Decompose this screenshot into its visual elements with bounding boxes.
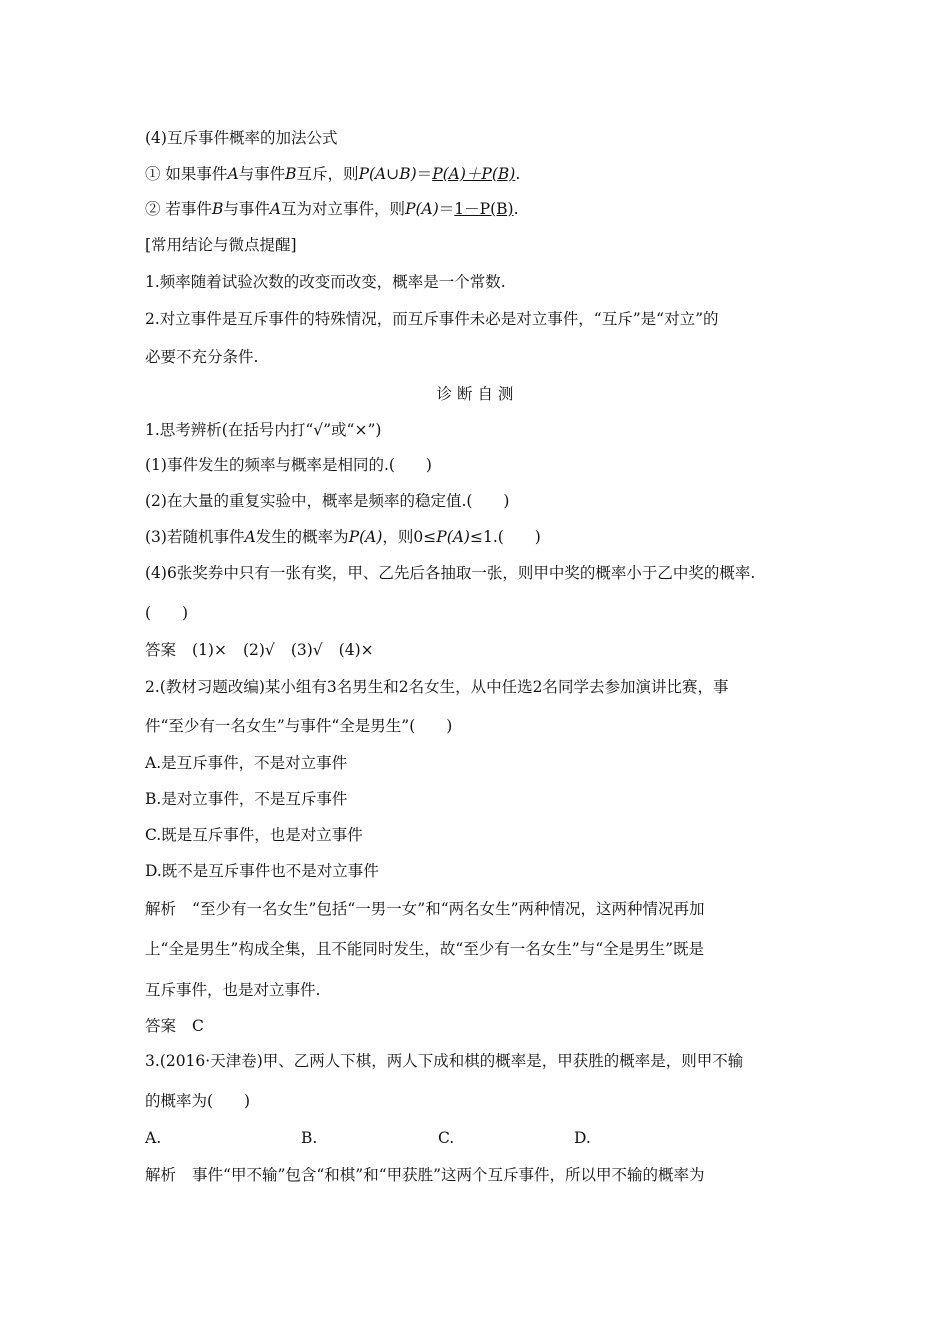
text: 与事件 <box>238 165 286 183</box>
formula-rhs-blank: P(A)＋P(B) <box>432 165 516 183</box>
formula-line-complementary <box>145 199 519 219</box>
question-3-stem-line-2: 的概率为( ) <box>145 1092 251 1110</box>
question-3-option-b: B. <box>301 1129 318 1147</box>
question-2-analysis-line-2: 上“全是男生”构成全集，且不能同时发生，故“至少有一名女生”与“全是男生”既是 <box>145 940 705 958</box>
text: ① 如果事件 <box>145 165 228 183</box>
text: 与事件 <box>223 200 270 218</box>
note-item-1: 1.频率随着试验次数的改变而改变，概率是一个常数. <box>145 273 506 291</box>
question-3-option-a: A. <box>145 1129 162 1147</box>
var-b: B <box>211 200 224 218</box>
answer-item: (1)× <box>192 641 227 659</box>
formula-line-mutually-exclusive <box>145 164 520 184</box>
question-3-option-d: D. <box>574 1129 591 1147</box>
question-1-statement-1: (1)事件发生的频率与概率是相同的.( ) <box>145 456 432 474</box>
answer-item: C <box>192 1017 204 1035</box>
answer-label: 答案 <box>145 1017 177 1035</box>
question-3-stem-line-1: 3.(2016·天津卷)甲、乙两人下棋，两人下成和棋的概率是，甲获胜的概率是，则甲不输 <box>145 1052 744 1070</box>
analysis-label: 解析 <box>145 900 177 918</box>
text: (3)若随机事件 <box>145 528 245 546</box>
question-2-option-d: D.既不是互斥事件也不是对立事件 <box>145 862 379 880</box>
formula-lhs: P(A) <box>405 200 439 218</box>
question-2-stem-line-2: 件“至少有一名女生”与事件“全是男生”( ) <box>145 717 453 735</box>
question-2-option-b: B.是对立事件，不是互斥事件 <box>145 790 348 808</box>
text: ≤1.( ) <box>469 528 541 546</box>
question-2-option-a: A.是互斥事件，不是对立事件 <box>145 754 348 772</box>
text: 互斥，则 <box>296 165 359 183</box>
analysis-text: 事件“甲不输”包含“和棋”和“甲获胜”这两个互斥事件，所以甲不输的概率为 <box>192 1166 705 1184</box>
text: 发生的概率为 <box>255 528 349 546</box>
formula-lhs: P(A∪B) <box>358 165 417 183</box>
question-1-statement-4-line-2: ( ) <box>145 604 189 622</box>
var-a: A <box>227 165 239 183</box>
note-item-2-line-1: 2.对立事件是互斥事件的特殊情况，而互斥事件未必是对立事件，“互斥”是“对立”的 <box>145 310 719 328</box>
answer-item: (4)× <box>338 641 374 659</box>
question-1-stem: 1.思考辨析(在括号内打“√”或“×”) <box>145 421 382 439</box>
formula-rhs-blank: 1－P(B) <box>454 200 514 218</box>
analysis-label: 解析 <box>145 1166 177 1184</box>
question-1-statement-3 <box>145 527 541 547</box>
prob-expression: P(A) <box>348 528 383 546</box>
var-b: B <box>285 165 297 183</box>
period: . <box>515 165 521 183</box>
question-2-analysis-line-1 <box>145 899 705 919</box>
section-title-diagnosis: 诊 断 自 测 <box>436 385 514 403</box>
var-a: A <box>244 528 256 546</box>
answer-item: (3)√ <box>290 641 323 659</box>
question-3-option-c: C. <box>438 1129 455 1147</box>
question-1-statement-4-line-1: (4)6张奖券中只有一张有奖，甲、乙先后各抽取一张，则甲中奖的概率小于乙中奖的概率. <box>145 564 756 582</box>
answer-item: (2)√ <box>242 641 275 659</box>
question-3-analysis-line-1 <box>145 1165 705 1185</box>
text: ，则0≤ <box>382 528 437 546</box>
question-2-stem-line-1: 2.(教材习题改编)某小组有3名男生和2名女生，从中任选2名同学去参加演讲比赛，事 <box>145 678 729 696</box>
question-2-analysis-line-3: 互斥事件，也是对立事件. <box>145 981 321 999</box>
equals: ＝ <box>416 165 433 183</box>
text: ② 若事件 <box>145 200 212 218</box>
equals: ＝ <box>438 200 455 218</box>
question-1-answer <box>145 640 374 660</box>
section-heading-addition-formula: (4)互斥事件概率的加法公式 <box>145 129 338 147</box>
text: 互为对立事件，则 <box>281 200 406 218</box>
prob-expression: P(A) <box>436 528 470 546</box>
question-1-statement-2: (2)在大量的重复实验中，概率是频率的稳定值.( ) <box>145 492 510 510</box>
question-2-answer <box>145 1016 204 1036</box>
var-a: A <box>269 200 282 218</box>
answer-label: 答案 <box>145 641 177 659</box>
analysis-text: “至少有一名女生”包括“一男一女”和“两名女生”两种情况，这两种情况再加 <box>192 900 705 918</box>
question-2-option-c: C.既是互斥事件，也是对立事件 <box>145 826 363 844</box>
notes-heading: [常用结论与微点提醒] <box>145 236 297 254</box>
note-item-2-line-2: 必要不充分条件. <box>145 348 259 366</box>
period: . <box>513 200 519 218</box>
